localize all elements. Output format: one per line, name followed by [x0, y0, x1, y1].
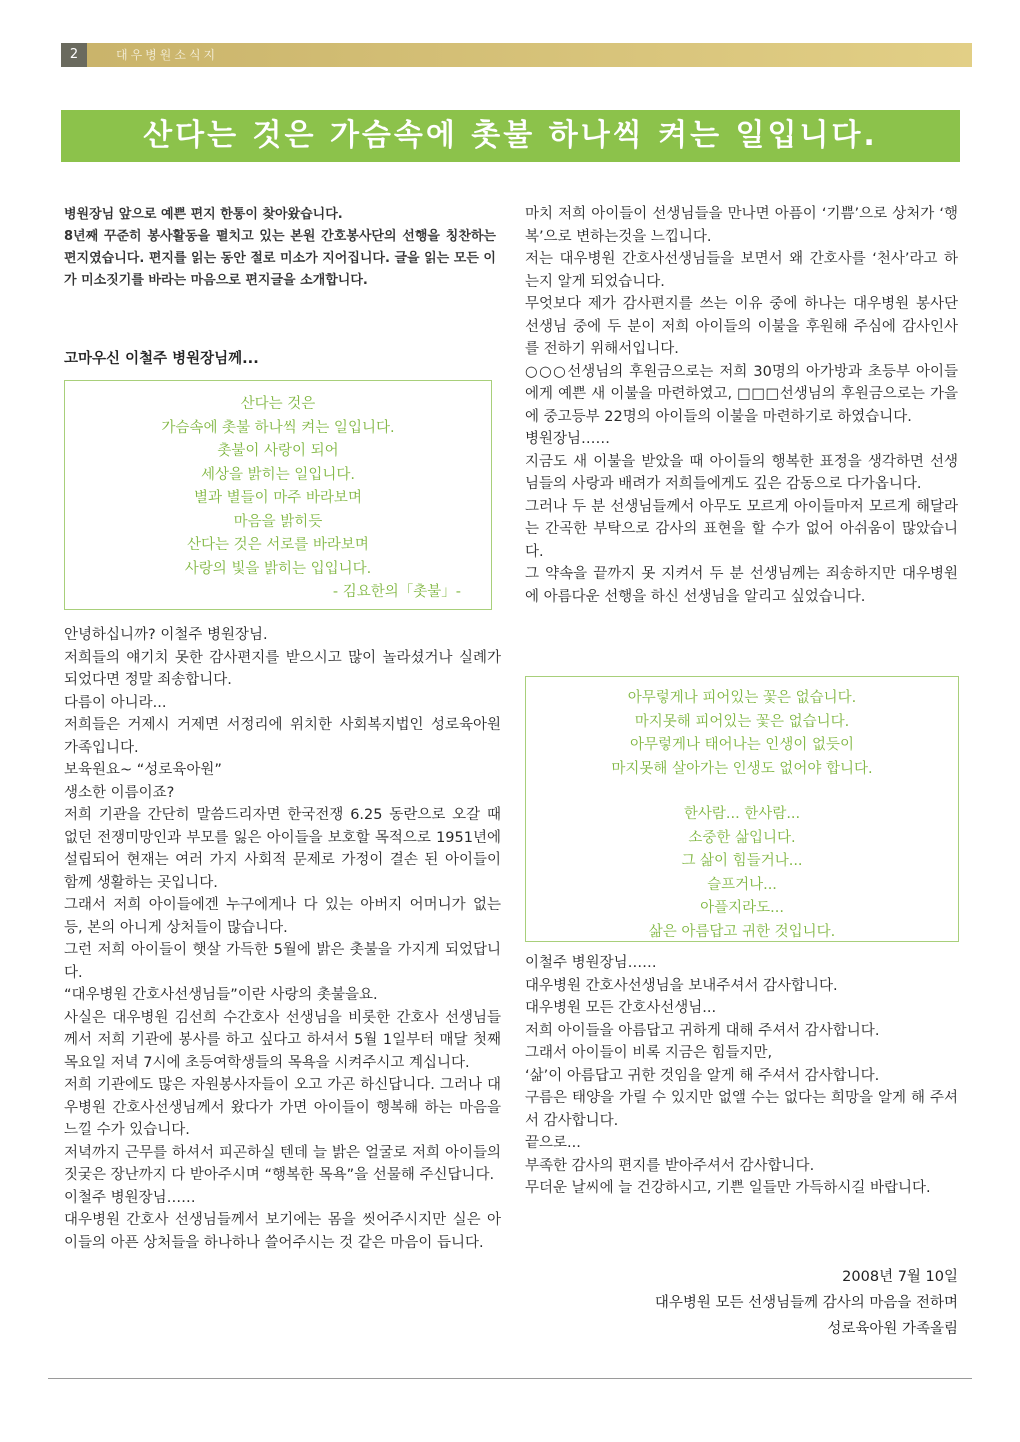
- poem-line: 별과 별들이 마주 바라보며: [194, 490, 362, 506]
- poem-line: 아무렇게나 피어있는 꽃은 없습니다.: [627, 690, 857, 706]
- poem-line: 산다는 것은 서로를 바라보며: [187, 537, 369, 553]
- letter-paragraph: 이철주 병원장님……: [64, 1189, 196, 1206]
- letter-paragraph: 그래서 저희 아이들에겐 누구에게나 다 있는 아버지 어머니가 없는 등, 본의 아니게 상처들이 많습니다.: [64, 897, 501, 936]
- poem-box-candle: [64, 380, 492, 610]
- letter-paragraph: 다름이 아니라...: [64, 694, 167, 711]
- letter-greeting: 고마우신 이철주 병원장님께...: [64, 351, 259, 367]
- letter-paragraph: 그런 저희 아이들이 햇살 가득한 5월에 밝은 촛불을 가지게 되었답니다.: [64, 942, 501, 981]
- letter-paragraph: 그 약속을 끝까지 못 지켜서 두 분 선생님께는 죄송하지만 대우병원에 아름다운 선행을 하신 선생님을 알리고 싶었습니다.: [525, 566, 958, 605]
- signoff-date: 2008년 7월 10일: [842, 1269, 958, 1285]
- intro-paragraph: 병원장님 앞으로 예쁜 편지 한통이 찾아왔습니다.: [64, 207, 343, 222]
- poem-line: 소중한 삶입니다.: [688, 829, 796, 846]
- letter-paragraph: 사실은 대우병원 김선희 수간호사 선생님을 비롯한 간호사 선생님들께서 저희 기관에 봉사를 하고 싶다고 하셔서 5월 1일부터 매달 첫째 목요일 저녁 7시에 초등여학생들의 목욕을 시켜주시고 계십니다.: [64, 1009, 501, 1071]
- letter-paragraph: 대우병원 간호사 선생님들께서 보기에는 몸을 씻어주시지만 실은 아이들의 아픈 상처들을 하나하나 쓸어주시는 것 같은 마음이 듭니다.: [64, 1212, 501, 1251]
- letter-paragraph: 대우병원 모든 간호사선생님...: [525, 1000, 717, 1016]
- letter-paragraph: 그래서 아이들이 비록 지금은 힘들지만,: [525, 1045, 773, 1061]
- poem-line: 아무렇게나 태어나는 인생이 없듯이: [630, 737, 854, 753]
- letter-paragraph: 저는 대우병원 간호사선생님들을 보면서 왜 간호사를 ‘천사’라고 하는지 알게 되었습니다.: [525, 251, 958, 290]
- poem-line: 마음을 밝히듯: [233, 513, 323, 530]
- letter-paragraph: ‘삶’이 아름답고 귀한 것임을 알게 해 주셔서 감사합니다.: [525, 1067, 880, 1084]
- letter-paragraph: 저녁까지 근무를 하셔서 피곤하실 텐데 늘 밝은 얼굴로 저희 아이들의 짓궂은 장난까지 다 받아주시며 “행복한 목욕”을 선물해 주신답니다.: [64, 1144, 501, 1183]
- signoff-sender: 성로육아원 가족올림: [827, 1321, 958, 1337]
- letter-paragraph: 안녕하십니까? 이철주 병원장님.: [64, 627, 268, 643]
- intro-text: [64, 204, 496, 292]
- poem-line: 마지못해 살아가는 인생도 없어야 합니다.: [611, 760, 873, 777]
- letter-paragraph: 구름은 태양을 가릴 수 있지만 없앨 수는 없다는 희망을 알게 해 주셔서 감사합니다.: [525, 1090, 958, 1129]
- letter-signoff: [525, 1264, 958, 1342]
- letter-paragraph: 무더운 날씨에 늘 건강하시고, 기쁜 일들만 가득하시길 바랍니다.: [525, 1180, 931, 1196]
- stanza-gap: [526, 781, 958, 803]
- header-bar: [61, 43, 972, 67]
- page-number: 2: [61, 43, 87, 67]
- letter-paragraph: 저희 기관에도 많은 자원봉사자들이 오고 가곤 하신답니다. 그러나 대우병원 간호사선생님께서 왔다가 가면 아이들이 행복해 하는 마음을 느낄 수가 있습니다.: [64, 1077, 501, 1138]
- letter-paragraph: 무엇보다 제가 감사편지를 쓰는 이유 중에 하나는 대우병원 봉사단 선생님 중에 두 분이 저희 아이들의 이불을 후원해 주심에 감사인사를 전하기 위해서입니다.: [525, 296, 958, 357]
- letter-body-right-top: [525, 203, 958, 608]
- letter-paragraph: 생소한 이름이죠?: [64, 784, 175, 801]
- poem-line: 슬프거나...: [707, 876, 777, 893]
- signoff-line: 대우병원 모든 선생님들께 감사의 마음을 전하며: [654, 1295, 958, 1311]
- poem-line: 그 삶이 힘들거나...: [681, 853, 803, 869]
- article-title: 산다는 것은 가슴속에 촛불 하나씩 켜는 일입니다.: [61, 110, 960, 162]
- letter-paragraph: 저희 아이들을 아름답고 귀하게 대해 주셔서 감사합니다.: [525, 1022, 880, 1039]
- letter-paragraph: 저희들은 거제시 거제면 서정리에 위치한 사회복지법인 성로육아원 가족입니다.: [64, 717, 501, 756]
- letter-paragraph: ○○○선생님의 후원금으로는 저희 30명의 아가방과 초등부 아이들에게 예쁜 새 이불을 마련하였고, □□□선생님의 후원금으로는 가을에 중고등부 22명의 아이들의 이불을 마련하기로 하였습니다.: [525, 363, 958, 425]
- poem-line: 한사람... 한사람...: [683, 806, 801, 822]
- letter-paragraph: 이철주 병원장님……: [525, 955, 657, 971]
- poem-line: 세상을 밝히는 일입니다.: [201, 466, 355, 483]
- poem-line: 삶은 아름답고 귀한 것입니다.: [648, 923, 836, 940]
- poem-line: 촛불이 사랑이 되어: [217, 443, 339, 459]
- poem-box-flowers: [525, 676, 959, 942]
- letter-paragraph: 끝으로...: [525, 1135, 581, 1151]
- letter-paragraph: 부족한 감사의 편지를 받아주셔서 감사합니다.: [525, 1157, 815, 1174]
- poem-signature: - 김요한의「촛불」-: [332, 584, 461, 600]
- poem-line: 아플지라도...: [700, 900, 784, 916]
- letter-paragraph: 지금도 새 이불을 받았을 때 아이들의 행복한 표정을 생각하면 선생님들의 사랑과 배려가 저희들에게도 깊은 감동으로 다가옵니다.: [525, 453, 958, 492]
- publication-name: 대우병원소식지: [116, 48, 219, 62]
- poem-line: 가슴속에 촛불 하나씩 켜는 일입니다.: [161, 419, 395, 436]
- poem-line: 산다는 것은: [240, 396, 316, 412]
- intro-paragraph: 8년째 꾸준히 봉사활동을 펼치고 있는 본원 간호봉사단의 선행을 칭찬하는 편지였습니다. 편지를 읽는 동안 절로 미소가 지어집니다. 글을 읽는 모든 이가 미소짓기를 바라는 마음으로 편지글을 소개합니다.: [64, 229, 496, 288]
- letter-paragraph: 저희 기관을 간단히 말씀드리자면 한국전쟁 6.25 동란으로 오갈 때 없던 전쟁미망인과 부모를 잃은 아이들을 보호할 목적으로 1951년에 설립되어 현재는 여러 가지 사회적 문제로 가정이 결손 된 아이들이 함께 생활하는 곳입니다.: [64, 807, 501, 891]
- letter-paragraph: 대우병원 간호사선생님을 보내주셔서 감사합니다.: [525, 977, 838, 994]
- footer-divider: [48, 1378, 972, 1379]
- letter-paragraph: “대우병원 간호사선생님들”이란 사랑의 촛불을요.: [64, 987, 378, 1003]
- poem-line: 사랑의 빛을 밝히는 입입니다.: [184, 560, 372, 577]
- letter-paragraph: 병원장님……: [525, 431, 611, 447]
- letter-paragraph: 보육원요~ “성로육아원”: [64, 762, 222, 778]
- letter-paragraph: 그러나 두 분 선생님들께서 아무도 모르게 아이들마저 모르게 해달라는 간곡한 부탁으로 감사의 표현을 할 수가 없어 아쉬움이 많았습니다.: [525, 498, 958, 560]
- poem-line: 마지못해 피어있는 꽃은 없습니다.: [634, 713, 850, 730]
- letter-body-right-bottom: [525, 952, 958, 1200]
- letter-paragraph: 마치 저희 아이들이 선생님들을 만나면 아픔이 ‘기쁨’으로 상처가 ‘행복’으로 변하는것을 느낍니다.: [525, 206, 958, 245]
- letter-body-left: [64, 624, 501, 1254]
- letter-paragraph: 저희들의 얘기치 못한 감사편지를 받으시고 많이 놀라셨거나 실례가 되었다면 정말 죄송합니다.: [64, 649, 501, 688]
